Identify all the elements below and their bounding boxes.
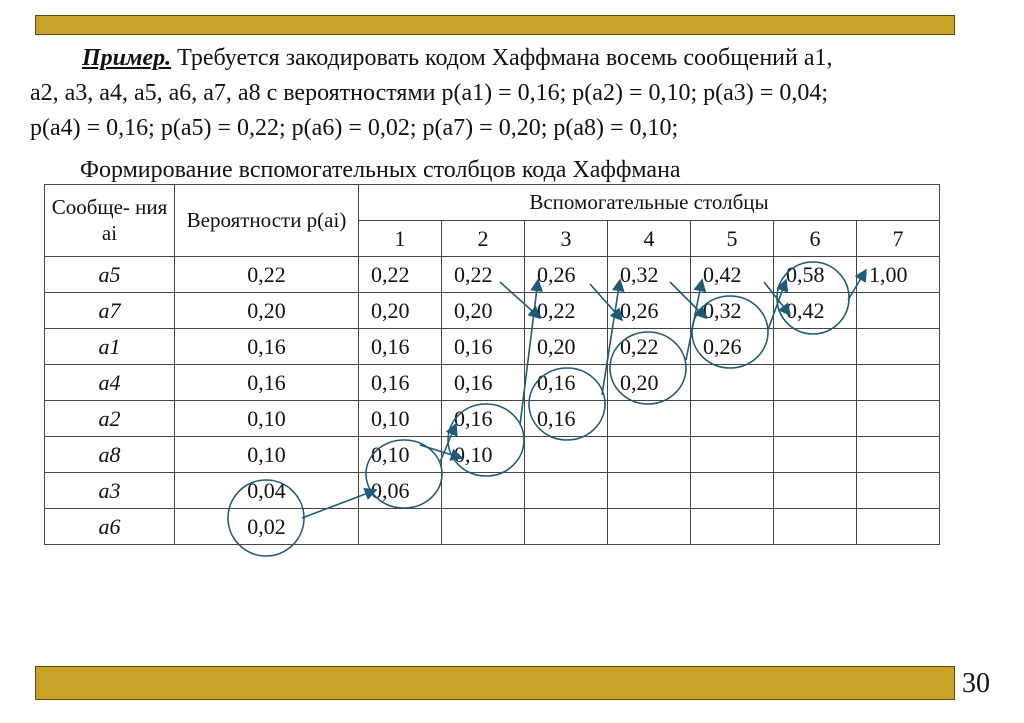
column-number-2: 2 <box>442 221 525 257</box>
table-row <box>45 437 940 473</box>
aux-cell: 0,32 <box>691 293 774 329</box>
aux-cell <box>774 401 857 437</box>
column-number-7: 7 <box>857 221 940 257</box>
problem-line-2: a2, a3, a4, a5, a6, a7, a8 с вероятностями p(a1) = 0,16; p(a2) = 0,10; p(a3) = 0,04; <box>30 80 828 106</box>
aux-cell <box>691 401 774 437</box>
aux-cell: 0,26 <box>608 293 691 329</box>
aux-cell <box>857 401 940 437</box>
table-row <box>45 257 940 293</box>
header-messages-text: Сообще- ния ai <box>51 195 168 245</box>
aux-cell <box>608 509 691 545</box>
message-cell: a7 <box>45 293 175 329</box>
column-number-6: 6 <box>774 221 857 257</box>
aux-cell <box>774 329 857 365</box>
header-messages <box>45 185 175 257</box>
aux-cell: 0,22 <box>525 293 608 329</box>
aux-cell: 0,22 <box>442 257 525 293</box>
aux-cell: 0,20 <box>442 293 525 329</box>
table-row <box>45 329 940 365</box>
aux-cell <box>857 509 940 545</box>
aux-cell: 0,10 <box>359 437 442 473</box>
aux-cell: 0,42 <box>691 257 774 293</box>
message-cell: a1 <box>45 329 175 365</box>
message-cell: a5 <box>45 257 175 293</box>
aux-cell: 0,26 <box>691 329 774 365</box>
aux-cell <box>608 437 691 473</box>
aux-cell: 0,42 <box>774 293 857 329</box>
column-number-1: 1 <box>359 221 442 257</box>
probability-cell: 0,10 <box>175 401 359 437</box>
aux-cell: 0,10 <box>442 437 525 473</box>
aux-cell: 0,22 <box>359 257 442 293</box>
aux-cell <box>774 365 857 401</box>
bottom-decorative-bar <box>35 666 955 700</box>
aux-cell <box>442 509 525 545</box>
aux-cell <box>608 401 691 437</box>
probability-cell: 0,16 <box>175 365 359 401</box>
message-cell: a6 <box>45 509 175 545</box>
column-number-3: 3 <box>525 221 608 257</box>
aux-cell: 0,58 <box>774 257 857 293</box>
aux-cell <box>525 473 608 509</box>
aux-cell <box>525 437 608 473</box>
problem-line-1 <box>82 45 833 72</box>
message-cell: a8 <box>45 437 175 473</box>
huffman-table <box>44 184 940 545</box>
aux-cell: 0,16 <box>442 401 525 437</box>
top-decorative-bar <box>35 15 955 35</box>
aux-cell: 1,00 <box>857 257 940 293</box>
probability-cell: 0,04 <box>175 473 359 509</box>
column-number-5: 5 <box>691 221 774 257</box>
message-cell: a2 <box>45 401 175 437</box>
aux-cell: 0,26 <box>525 257 608 293</box>
aux-cell <box>857 437 940 473</box>
aux-cell: 0,20 <box>525 329 608 365</box>
aux-cell <box>774 473 857 509</box>
table-row <box>45 509 940 545</box>
example-label: Пример. <box>82 45 172 71</box>
message-cell: a3 <box>45 473 175 509</box>
probability-cell: 0,10 <box>175 437 359 473</box>
aux-cell <box>691 509 774 545</box>
aux-cell: 0,22 <box>608 329 691 365</box>
column-number-4: 4 <box>608 221 691 257</box>
aux-cell: 0,20 <box>608 365 691 401</box>
aux-cell <box>774 509 857 545</box>
message-cell: a4 <box>45 365 175 401</box>
aux-cell: 0,16 <box>359 365 442 401</box>
table-row <box>45 473 940 509</box>
aux-cell: 0,16 <box>442 329 525 365</box>
aux-cell: 0,16 <box>359 329 442 365</box>
aux-cell: 0,16 <box>442 365 525 401</box>
aux-cell <box>525 509 608 545</box>
aux-cell <box>691 437 774 473</box>
aux-cell: 0,10 <box>359 401 442 437</box>
aux-cell <box>359 509 442 545</box>
header-aux-columns: Вспомогательные столбцы <box>359 185 940 221</box>
aux-cell <box>857 365 940 401</box>
aux-cell <box>691 473 774 509</box>
probability-cell: 0,22 <box>175 257 359 293</box>
problem-text-1: Требуется закодировать кодом Хаффмана восемь сообщений a1, <box>171 45 833 71</box>
table-row <box>45 293 940 329</box>
aux-cell <box>857 329 940 365</box>
probability-cell: 0,20 <box>175 293 359 329</box>
aux-cell <box>608 473 691 509</box>
table-row <box>45 401 940 437</box>
problem-line-3: p(a4) = 0,16; p(a5) = 0,22; p(a6) = 0,02; p(a7) = 0,20; p(a8) = 0,10; <box>30 115 679 141</box>
aux-cell <box>857 293 940 329</box>
header-probabilities <box>175 185 359 257</box>
aux-cell: 0,16 <box>525 401 608 437</box>
aux-cell <box>691 365 774 401</box>
aux-cell: 0,20 <box>359 293 442 329</box>
table-row <box>45 365 940 401</box>
page-number: 30 <box>962 668 990 699</box>
header-probabilities-text: Вероятности p(ai) <box>186 207 347 232</box>
probability-cell: 0,02 <box>175 509 359 545</box>
aux-cell <box>442 473 525 509</box>
aux-cell <box>857 473 940 509</box>
aux-cell: 0,06 <box>359 473 442 509</box>
aux-cell: 0,16 <box>525 365 608 401</box>
probability-cell: 0,16 <box>175 329 359 365</box>
aux-cell: 0,32 <box>608 257 691 293</box>
table-subtitle: Формирование вспомогательных столбцов кода Хаффмана <box>80 157 681 183</box>
aux-cell <box>774 437 857 473</box>
